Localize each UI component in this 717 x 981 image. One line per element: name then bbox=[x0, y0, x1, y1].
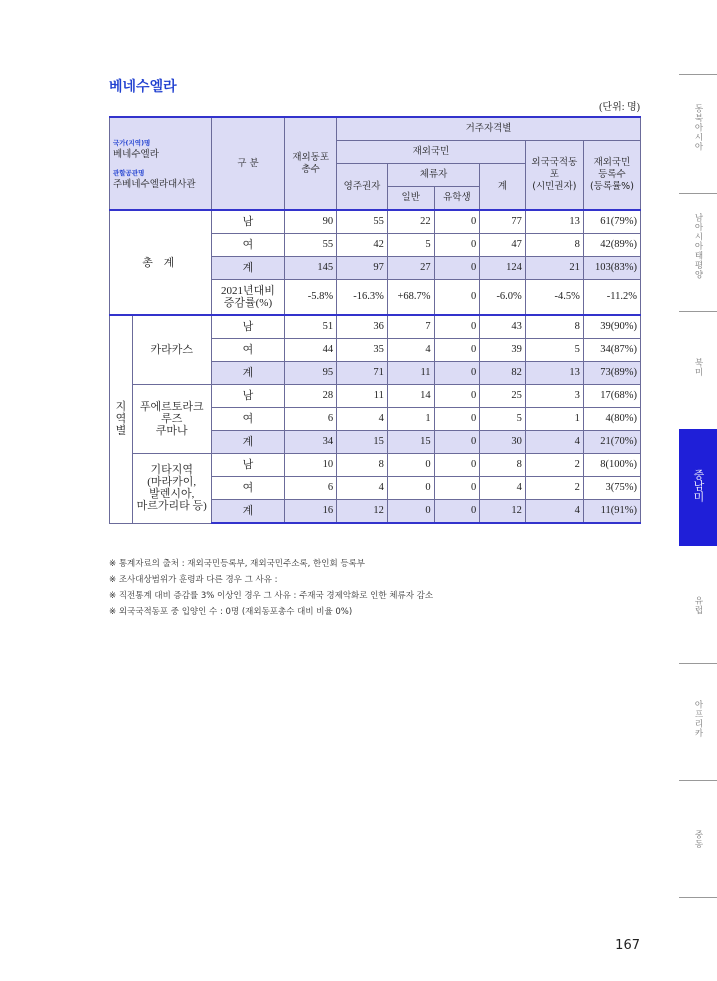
value-cell: 0 bbox=[434, 477, 480, 500]
office-name: 주베네수엘라대사관 bbox=[113, 178, 196, 190]
value-cell: 12 bbox=[480, 500, 526, 524]
value-cell: 44 bbox=[285, 339, 337, 362]
side-divider bbox=[679, 663, 717, 664]
value-cell: 34(87%) bbox=[583, 339, 640, 362]
footnotes bbox=[109, 556, 433, 620]
side-tab-europe[interactable] bbox=[679, 596, 717, 618]
side-tab-latin-america[interactable] bbox=[679, 429, 717, 546]
value-cell: 77 bbox=[480, 210, 526, 234]
value-cell: 4 bbox=[337, 408, 388, 431]
region-name: 기타지역 (마라카이, 발렌시아, 마르가리타 등) bbox=[132, 454, 211, 524]
value-cell: 11 bbox=[387, 362, 434, 385]
gender-cell: 여 bbox=[211, 339, 285, 362]
header-foreign-citizens: 외국국적동포 (시민권자) bbox=[525, 141, 583, 211]
table-row bbox=[110, 454, 641, 477]
side-tab-south-asia-pacific[interactable] bbox=[679, 213, 717, 283]
value-cell: 6 bbox=[285, 408, 337, 431]
side-divider bbox=[679, 780, 717, 781]
value-cell: 103(83%) bbox=[583, 257, 640, 280]
value-cell: 73(89%) bbox=[583, 362, 640, 385]
value-cell: 5 bbox=[525, 339, 583, 362]
header-general: 일반 bbox=[387, 187, 434, 211]
side-tab-label: 북미 bbox=[693, 358, 703, 377]
value-cell: 35 bbox=[337, 339, 388, 362]
value-cell: +68.7% bbox=[387, 280, 434, 316]
value-cell: 90 bbox=[285, 210, 337, 234]
header-subtotal: 계 bbox=[480, 164, 526, 211]
value-cell: 95 bbox=[285, 362, 337, 385]
header-gubun: 구 분 bbox=[211, 117, 285, 210]
value-cell: -11.2% bbox=[583, 280, 640, 316]
value-cell: 2 bbox=[525, 477, 583, 500]
value-cell: 47 bbox=[480, 234, 526, 257]
value-cell: 0 bbox=[387, 500, 434, 524]
statistics-table bbox=[109, 116, 641, 524]
value-cell: 82 bbox=[480, 362, 526, 385]
gender-cell: 남 bbox=[211, 210, 285, 234]
value-cell: 34 bbox=[285, 431, 337, 454]
value-cell: 0 bbox=[434, 234, 480, 257]
value-cell: 71 bbox=[337, 362, 388, 385]
value-cell: 0 bbox=[434, 362, 480, 385]
header-registered: 재외국민 등록수 (등록률%) bbox=[583, 141, 640, 211]
gender-cell: 계 bbox=[211, 431, 285, 454]
gender-cell: 계 bbox=[211, 362, 285, 385]
value-cell: 11(91%) bbox=[583, 500, 640, 524]
side-tab-north-america[interactable] bbox=[679, 358, 717, 380]
value-cell: 12 bbox=[337, 500, 388, 524]
header-residence: 거주자격별 bbox=[337, 117, 641, 141]
value-cell: 0 bbox=[434, 210, 480, 234]
value-cell: 13 bbox=[525, 362, 583, 385]
value-cell: 43 bbox=[480, 315, 526, 339]
value-cell: 51 bbox=[285, 315, 337, 339]
value-cell: -5.8% bbox=[285, 280, 337, 316]
value-cell: 4 bbox=[387, 339, 434, 362]
value-cell: 4(80%) bbox=[583, 408, 640, 431]
side-divider bbox=[679, 311, 717, 312]
value-cell: 8 bbox=[525, 234, 583, 257]
value-cell: 14 bbox=[387, 385, 434, 408]
value-cell: 4 bbox=[480, 477, 526, 500]
value-cell: 22 bbox=[387, 210, 434, 234]
gender-cell: 여 bbox=[211, 408, 285, 431]
value-cell: -6.0% bbox=[480, 280, 526, 316]
total-label: 총 계 bbox=[110, 210, 212, 315]
region-name: 카라카스 bbox=[132, 315, 211, 385]
value-cell: 55 bbox=[337, 210, 388, 234]
value-cell: 145 bbox=[285, 257, 337, 280]
side-divider bbox=[679, 74, 717, 75]
header-overseas-nationals: 재외국민 bbox=[337, 141, 526, 164]
value-cell: 42(89%) bbox=[583, 234, 640, 257]
value-cell: 0 bbox=[434, 431, 480, 454]
value-cell: 42 bbox=[337, 234, 388, 257]
value-cell: 8 bbox=[480, 454, 526, 477]
value-cell: 16 bbox=[285, 500, 337, 524]
footnote: ※ 통계자료의 출처 : 재외국민등록부, 재외국민주소록, 한인회 등록부 bbox=[109, 559, 366, 569]
gender-cell: 계 bbox=[211, 500, 285, 524]
gender-cell: 남 bbox=[211, 315, 285, 339]
value-cell: -4.5% bbox=[525, 280, 583, 316]
value-cell: 55 bbox=[285, 234, 337, 257]
country-label: 국가(지역)명 bbox=[113, 138, 151, 147]
value-cell: 3 bbox=[525, 385, 583, 408]
table-row bbox=[110, 210, 641, 234]
region-name: 푸에르토라크 루즈 쿠마나 bbox=[132, 385, 211, 454]
header-permanent: 영주권자 bbox=[337, 164, 388, 211]
footnote: ※ 직전통계 대비 증감률 3% 이상인 경우 그 사유 : 주재국 경제악화로 인한 체류자 감소 bbox=[109, 591, 434, 601]
value-cell: 61(79%) bbox=[583, 210, 640, 234]
value-cell: 8(100%) bbox=[583, 454, 640, 477]
value-cell: 6 bbox=[285, 477, 337, 500]
value-cell: 0 bbox=[434, 500, 480, 524]
header-student: 유학생 bbox=[434, 187, 480, 211]
header-country-cell bbox=[110, 117, 212, 210]
header-total: 재외동포 총수 bbox=[285, 117, 337, 210]
value-cell: 10 bbox=[285, 454, 337, 477]
value-cell: 1 bbox=[387, 408, 434, 431]
value-cell: 0 bbox=[434, 408, 480, 431]
value-cell: 0 bbox=[434, 280, 480, 316]
value-cell: 8 bbox=[525, 315, 583, 339]
value-cell: 17(68%) bbox=[583, 385, 640, 408]
table-row bbox=[110, 315, 641, 339]
page-title: 베네수엘라 bbox=[109, 79, 177, 95]
gender-cell: 여 bbox=[211, 234, 285, 257]
value-cell: 4 bbox=[525, 500, 583, 524]
value-cell: 7 bbox=[387, 315, 434, 339]
value-cell: 4 bbox=[525, 431, 583, 454]
value-cell: 13 bbox=[525, 210, 583, 234]
value-cell: 15 bbox=[337, 431, 388, 454]
value-cell: 4 bbox=[337, 477, 388, 500]
country-name: 베네수엘라 bbox=[113, 148, 159, 160]
value-cell: 0 bbox=[387, 477, 434, 500]
footnote: ※ 외국국적동포 중 입양인 수 : 0명 (재외동포총수 대비 비율 0%) bbox=[109, 607, 353, 617]
value-cell: 3(75%) bbox=[583, 477, 640, 500]
value-cell: 1 bbox=[525, 408, 583, 431]
page-number: 167 bbox=[615, 938, 640, 953]
value-cell: 0 bbox=[387, 454, 434, 477]
unit-label: (단위: 명) bbox=[599, 102, 640, 113]
value-cell: 124 bbox=[480, 257, 526, 280]
side-divider bbox=[679, 897, 717, 898]
value-cell: 36 bbox=[337, 315, 388, 339]
side-tab-label: 유럽 bbox=[693, 596, 703, 615]
value-cell: 8 bbox=[337, 454, 388, 477]
value-cell: 15 bbox=[387, 431, 434, 454]
value-cell: 0 bbox=[434, 257, 480, 280]
value-cell: 27 bbox=[387, 257, 434, 280]
gender-cell: 남 bbox=[211, 454, 285, 477]
header-sojourners: 체류자 bbox=[387, 164, 479, 187]
side-tab-label: 중남미 bbox=[692, 469, 705, 502]
gender-cell: 여 bbox=[211, 477, 285, 500]
value-cell: 0 bbox=[434, 385, 480, 408]
region-group-label: 지 역 별 bbox=[110, 315, 133, 523]
side-tab-label: 동북아시아 bbox=[693, 104, 703, 152]
side-tab-africa[interactable] bbox=[679, 700, 717, 741]
side-divider bbox=[679, 193, 717, 194]
gender-cell: 2021년대비 증감률(%) bbox=[211, 280, 285, 316]
value-cell: -16.3% bbox=[337, 280, 388, 316]
side-tab-middle-east[interactable] bbox=[679, 830, 717, 852]
office-label: 관할공관명 bbox=[113, 168, 145, 177]
side-tab-label: 남아시아태평양 bbox=[693, 213, 703, 280]
value-cell: 5 bbox=[387, 234, 434, 257]
table-row bbox=[110, 385, 641, 408]
gender-cell: 남 bbox=[211, 385, 285, 408]
value-cell: 28 bbox=[285, 385, 337, 408]
footnote: ※ 조사대상범위가 훈령과 다른 경우 그 사유 : bbox=[109, 575, 278, 585]
value-cell: 97 bbox=[337, 257, 388, 280]
side-tab-label: 중동 bbox=[693, 830, 703, 849]
gender-cell: 계 bbox=[211, 257, 285, 280]
value-cell: 11 bbox=[337, 385, 388, 408]
value-cell: 39(90%) bbox=[583, 315, 640, 339]
side-tab-label: 아프리카 bbox=[693, 700, 703, 738]
value-cell: 0 bbox=[434, 454, 480, 477]
value-cell: 21(70%) bbox=[583, 431, 640, 454]
value-cell: 0 bbox=[434, 315, 480, 339]
value-cell: 30 bbox=[480, 431, 526, 454]
value-cell: 21 bbox=[525, 257, 583, 280]
value-cell: 25 bbox=[480, 385, 526, 408]
side-tab-northeast-asia[interactable] bbox=[679, 104, 717, 155]
value-cell: 0 bbox=[434, 339, 480, 362]
value-cell: 2 bbox=[525, 454, 583, 477]
value-cell: 39 bbox=[480, 339, 526, 362]
value-cell: 5 bbox=[480, 408, 526, 431]
